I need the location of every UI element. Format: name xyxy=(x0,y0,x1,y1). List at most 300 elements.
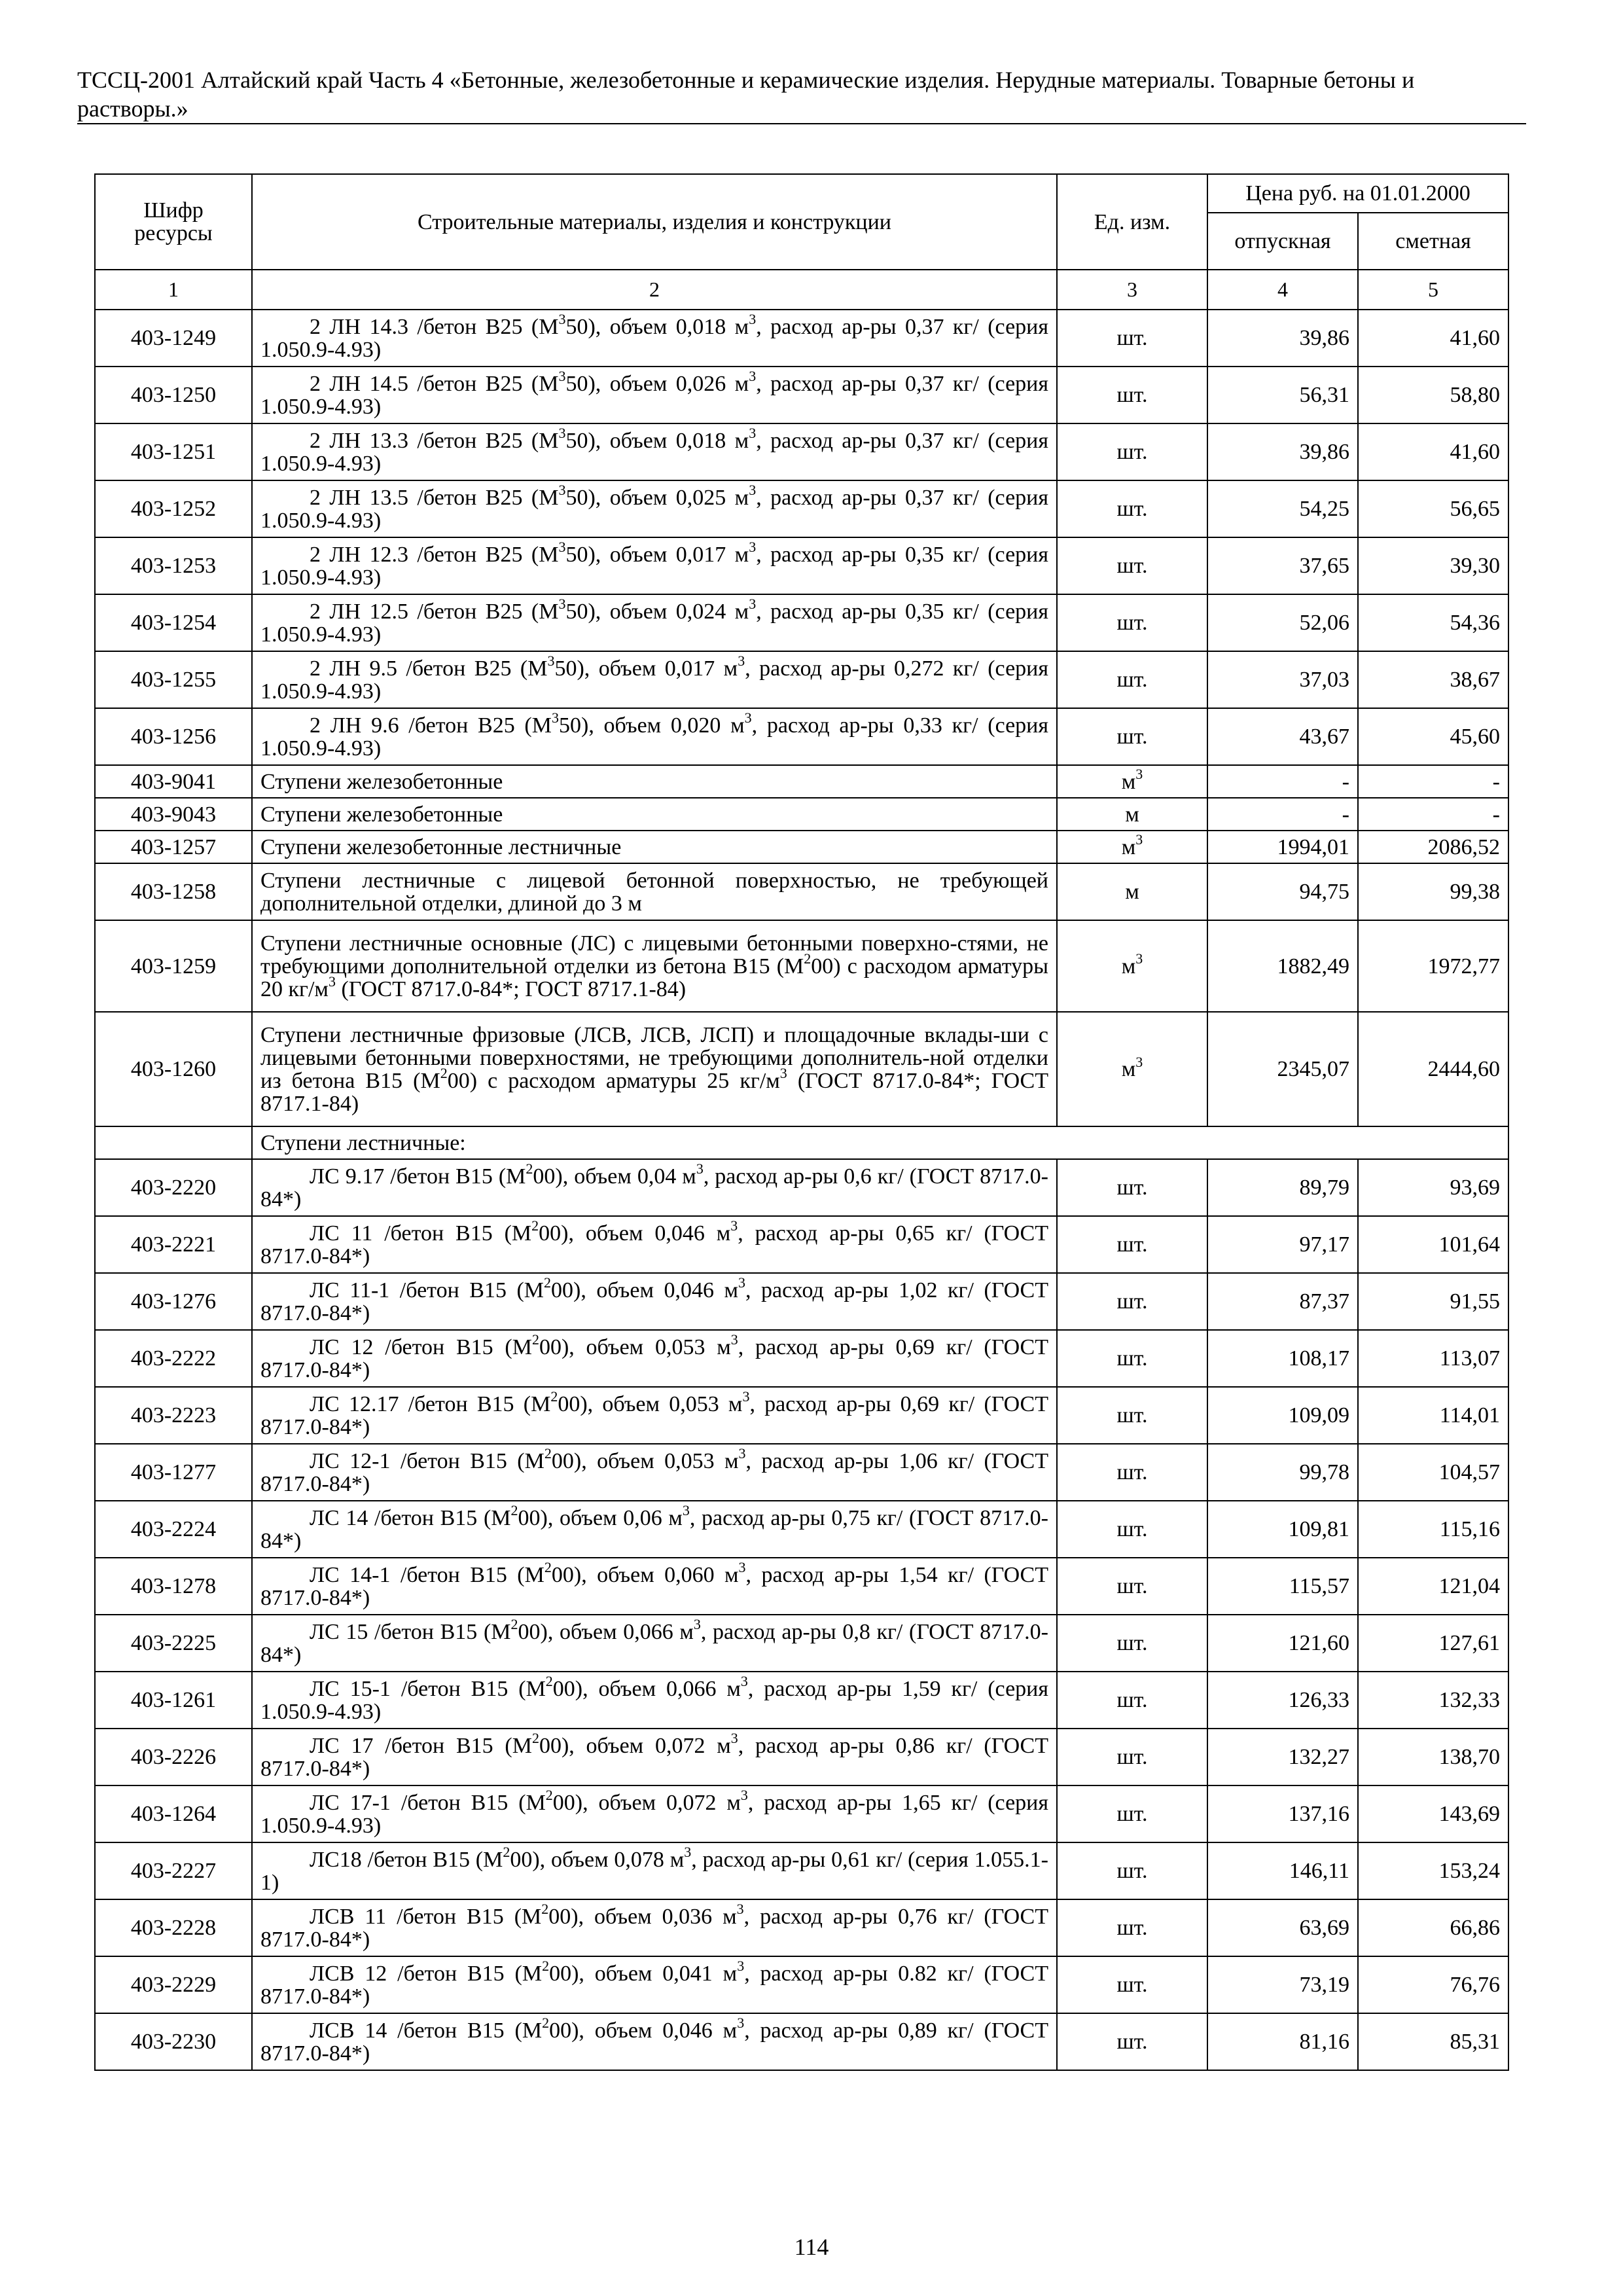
description-text: ЛС 11-1 /бетон В15 (М xyxy=(310,1278,544,1302)
release-price: 37,03 xyxy=(1207,651,1358,708)
description-text: 2 ЛН 9.5 /бетон В25 (М xyxy=(310,656,548,681)
release-price: 56,31 xyxy=(1207,367,1358,423)
estimate-price: 93,69 xyxy=(1358,1159,1508,1216)
resource-code: 403-1250 xyxy=(95,367,252,423)
description-superscript: 3 xyxy=(558,596,566,613)
description-superscript: 2 xyxy=(550,1388,558,1405)
resource-code: 403-9041 xyxy=(95,765,252,798)
unit-text: шт. xyxy=(1116,1517,1148,1541)
description-text: 00), объем 0,053 м xyxy=(539,1335,731,1359)
description-text: 00), объем 0,06 м xyxy=(518,1505,683,1530)
unit-superscript: 3 xyxy=(1135,1053,1143,1070)
table-row xyxy=(95,1273,1508,1330)
material-description xyxy=(252,1273,1057,1330)
description-superscript: 3 xyxy=(738,653,745,670)
resource-code: 403-1249 xyxy=(95,310,252,367)
description-superscript: 2 xyxy=(544,1559,552,1576)
unit-cell xyxy=(1057,1216,1207,1273)
unit-cell xyxy=(1057,798,1207,831)
estimate-price: 54,36 xyxy=(1358,594,1508,651)
description-text: , расход ар-ры 1,02 кг/ (ГОСТ 8717.0-84*) xyxy=(260,1278,1048,1325)
unit-text: шт. xyxy=(1116,1973,1148,1997)
resource-code: 403-1252 xyxy=(95,480,252,537)
table-row xyxy=(95,1330,1508,1387)
estimate-price: 85,31 xyxy=(1358,2013,1508,2070)
description-superscript: 3 xyxy=(730,1217,738,1234)
unit-text: м xyxy=(1121,834,1136,859)
description-superscript: 3 xyxy=(738,1274,746,1291)
description-superscript: 3 xyxy=(749,539,757,556)
description-text: ЛС 14-1 /бетон В15 (М xyxy=(310,1562,544,1587)
resource-code: 403-2220 xyxy=(95,1159,252,1216)
material-description xyxy=(252,708,1057,765)
description-text: 00), объем 0,072 м xyxy=(552,1790,741,1815)
unit-cell xyxy=(1057,863,1207,920)
unit-cell xyxy=(1057,1387,1207,1444)
unit-text: шт. xyxy=(1116,440,1148,464)
resource-code: 403-1258 xyxy=(95,863,252,920)
description-text: , расход ар-ры 1,54 кг/ (ГОСТ 8717.0-84*) xyxy=(260,1562,1048,1610)
description-superscript: 2 xyxy=(510,1502,518,1519)
description-superscript: 3 xyxy=(742,1388,750,1405)
material-description xyxy=(252,1330,1057,1387)
estimate-price: - xyxy=(1358,798,1508,831)
table-row xyxy=(95,1444,1508,1501)
release-price: 115,57 xyxy=(1207,1558,1358,1615)
table-row xyxy=(95,1216,1508,1273)
unit-cell xyxy=(1057,1501,1207,1558)
material-description xyxy=(252,651,1057,708)
release-price: 99,78 xyxy=(1207,1444,1358,1501)
release-price: 43,67 xyxy=(1207,708,1358,765)
material-description xyxy=(252,1899,1057,1956)
description-text: ЛС 15 /бетон В15 (М xyxy=(310,1619,511,1644)
description-superscript: 2 xyxy=(541,1901,549,1918)
description-superscript: 3 xyxy=(328,973,336,990)
section-code-cell xyxy=(95,1126,252,1159)
release-price: 54,25 xyxy=(1207,480,1358,537)
unit-cell xyxy=(1057,594,1207,651)
description-text: 2 ЛН 12.5 /бетон В25 (М xyxy=(310,599,559,624)
material-description xyxy=(252,423,1057,480)
description-text: 00), объем 0,036 м xyxy=(548,1904,737,1929)
description-superscript: 3 xyxy=(558,539,566,556)
unit-text: м xyxy=(1125,880,1139,904)
unit-cell xyxy=(1057,1159,1207,1216)
description-text: ЛС 12 /бетон В15 (М xyxy=(310,1335,532,1359)
release-price: 126,33 xyxy=(1207,1672,1358,1729)
description-text: 00), объем 0,078 м xyxy=(510,1847,685,1872)
description-superscript: 3 xyxy=(749,368,757,385)
description-text: 50), объем 0,020 м xyxy=(559,713,745,738)
material-description xyxy=(252,480,1057,537)
material-description xyxy=(252,920,1057,1012)
unit-text: шт. xyxy=(1116,1745,1148,1769)
unit-text: шт. xyxy=(1116,1688,1148,1712)
unit-text: шт. xyxy=(1116,554,1148,578)
unit-text: шт. xyxy=(1116,383,1148,407)
column-number: 1 xyxy=(95,270,252,310)
material-description xyxy=(252,831,1057,863)
resource-code: 403-1254 xyxy=(95,594,252,651)
description-superscript: 3 xyxy=(693,1616,701,1633)
description-text: , расход ар-ры 0,86 кг/ (ГОСТ 8717.0-84*) xyxy=(260,1733,1048,1781)
unit-cell xyxy=(1057,1729,1207,1785)
description-text: ЛС 15-1 /бетон В15 (М xyxy=(310,1676,546,1701)
material-description xyxy=(252,1785,1057,1842)
description-superscript: 3 xyxy=(749,425,757,442)
table-row xyxy=(95,1842,1508,1899)
description-superscript: 3 xyxy=(730,1730,738,1747)
description-text: , расход ар-ры 0,6 кг/ (ГОСТ 8717.0-84*) xyxy=(260,1164,1048,1211)
description-text: 50), объем 0,018 м xyxy=(565,428,749,453)
description-text: , расход ар-ры 0,65 кг/ (ГОСТ 8717.0-84*) xyxy=(260,1221,1048,1268)
description-superscript: 3 xyxy=(738,1559,746,1576)
resource-code: 403-1278 xyxy=(95,1558,252,1615)
unit-text: шт. xyxy=(1116,1859,1148,1883)
unit-superscript: 3 xyxy=(1135,831,1143,848)
description-text: , расход ар-ры 0,35 кг/ (серия 1.050.9-4.93) xyxy=(260,599,1048,647)
unit-cell xyxy=(1057,1785,1207,1842)
material-description xyxy=(252,1615,1057,1672)
description-text: 50), объем 0,017 м xyxy=(554,656,738,681)
table-row xyxy=(95,1615,1508,1672)
table-row xyxy=(95,831,1508,863)
table-row xyxy=(95,1159,1508,1216)
description-text: 50), объем 0,018 м xyxy=(565,314,749,339)
description-text: , расход ар-ры 0,61 кг/ (серия 1.055.1-1) xyxy=(260,1847,1049,1895)
description-text: 2 ЛН 13.3 /бетон В25 (М xyxy=(310,428,559,453)
estimate-price: 66,86 xyxy=(1358,1899,1508,1956)
resource-code: 403-2230 xyxy=(95,2013,252,2070)
unit-cell xyxy=(1057,708,1207,765)
resource-code: 403-1277 xyxy=(95,1444,252,1501)
description-superscript: 3 xyxy=(744,709,752,726)
estimate-price: 101,64 xyxy=(1358,1216,1508,1273)
header-price-group: Цена руб. на 01.01.2000 xyxy=(1207,174,1508,213)
header-material: Строительные материалы, изделия и конструкции xyxy=(252,174,1057,270)
resource-code: 403-1259 xyxy=(95,920,252,1012)
unit-text: м xyxy=(1121,769,1136,794)
description-superscript: 2 xyxy=(526,1160,533,1177)
description-text: 00), объем 0,066 м xyxy=(518,1619,694,1644)
description-text: , расход ар-ры 0,37 кг/ (серия 1.050.9-4.93) xyxy=(260,485,1048,533)
estimate-price: 104,57 xyxy=(1358,1444,1508,1501)
estimate-price: 41,60 xyxy=(1358,423,1508,480)
material-description xyxy=(252,1387,1057,1444)
description-text: 00), объем 0,046 м xyxy=(549,2018,738,2043)
description-text: ЛС 14 /бетон В15 (М xyxy=(310,1505,511,1530)
unit-superscript: 3 xyxy=(1135,766,1143,783)
release-price: 109,81 xyxy=(1207,1501,1358,1558)
resource-code: 403-2223 xyxy=(95,1387,252,1444)
release-price: 1882,49 xyxy=(1207,920,1358,1012)
description-superscript: 2 xyxy=(531,1331,539,1348)
release-price: 97,17 xyxy=(1207,1216,1358,1273)
unit-cell xyxy=(1057,2013,1207,2070)
resource-code: 403-2227 xyxy=(95,1842,252,1899)
unit-cell xyxy=(1057,765,1207,798)
release-price: 37,65 xyxy=(1207,537,1358,594)
unit-text: шт. xyxy=(1116,497,1148,521)
column-number-row xyxy=(95,270,1508,310)
description-text: 00), объем 0,046 м xyxy=(551,1278,739,1302)
description-superscript: 3 xyxy=(684,1844,692,1861)
description-text: , расход ар-ры 0,89 кг/ (ГОСТ 8717.0-84*) xyxy=(260,2018,1048,2066)
column-number: 4 xyxy=(1207,270,1358,310)
table-row xyxy=(95,1012,1508,1126)
table-row xyxy=(95,1729,1508,1785)
column-number: 2 xyxy=(252,270,1057,310)
release-price: 2345,07 xyxy=(1207,1012,1358,1126)
description-superscript: 3 xyxy=(737,2015,745,2032)
estimate-price: 58,80 xyxy=(1358,367,1508,423)
description-superscript: 2 xyxy=(542,1958,550,1975)
description-superscript: 2 xyxy=(545,1787,553,1804)
estimate-price: 2444,60 xyxy=(1358,1012,1508,1126)
page-number: 114 xyxy=(794,2234,829,2260)
description-superscript: 3 xyxy=(682,1502,690,1519)
description-text: ЛС 17 /бетон В15 (М xyxy=(310,1733,532,1758)
header-divider xyxy=(77,123,1526,124)
unit-text: м xyxy=(1121,954,1136,978)
description-superscript: 2 xyxy=(544,1274,552,1291)
description-text: 00), объем 0,04 м xyxy=(533,1164,696,1189)
section-title: Ступени лестничные: xyxy=(252,1126,1508,1159)
description-superscript: 3 xyxy=(558,425,566,442)
release-price: 146,11 xyxy=(1207,1842,1358,1899)
header-unit: Ед. изм. xyxy=(1057,174,1207,270)
material-description xyxy=(252,1729,1057,1785)
table-row xyxy=(95,1785,1508,1842)
table-row xyxy=(95,708,1508,765)
table-row xyxy=(95,1672,1508,1729)
material-description xyxy=(252,2013,1057,2070)
description-superscript: 2 xyxy=(440,1065,448,1082)
release-price: 39,86 xyxy=(1207,310,1358,367)
unit-cell xyxy=(1057,1615,1207,1672)
estimate-price: 2086,52 xyxy=(1358,831,1508,863)
unit-cell xyxy=(1057,1558,1207,1615)
description-text: , расход ар-ры 0,75 кг/ (ГОСТ 8717.0-84*) xyxy=(260,1505,1049,1553)
unit-cell xyxy=(1057,1012,1207,1126)
resource-code: 403-9043 xyxy=(95,798,252,831)
material-description xyxy=(252,1672,1057,1729)
description-superscript: 3 xyxy=(696,1160,704,1177)
description-text: 00), объем 0,053 м xyxy=(558,1391,743,1416)
description-text: , расход ар-ры 0.82 кг/ (ГОСТ 8717.0-84*) xyxy=(260,1961,1048,2009)
description-text: , расход ар-ры 1,06 кг/ (ГОСТ 8717.0-84*) xyxy=(260,1448,1048,1496)
description-superscript: 3 xyxy=(737,1958,745,1975)
description-text: 00), объем 0,046 м xyxy=(539,1221,731,1246)
material-description xyxy=(252,765,1057,798)
description-text: 00), объем 0,066 м xyxy=(552,1676,741,1701)
price-table-body xyxy=(95,310,1508,2070)
description-text: 00), объем 0,072 м xyxy=(539,1733,731,1758)
description-text: , расход ар-ры 0,37 кг/ (серия 1.050.9-4.93) xyxy=(260,428,1048,476)
description-text: 00), объем 0,053 м xyxy=(551,1448,739,1473)
resource-code: 403-1256 xyxy=(95,708,252,765)
estimate-price: 153,24 xyxy=(1358,1842,1508,1899)
unit-text: шт. xyxy=(1116,1916,1148,1940)
description-text: 00), объем 0,041 м xyxy=(549,1961,738,1986)
release-price: 1994,01 xyxy=(1207,831,1358,863)
table-row xyxy=(95,1899,1508,1956)
unit-text: шт. xyxy=(1116,1289,1148,1314)
description-superscript: 3 xyxy=(547,653,555,670)
material-description xyxy=(252,798,1057,831)
unit-cell xyxy=(1057,920,1207,1012)
description-superscript: 3 xyxy=(779,1065,787,1082)
resource-code: 403-2226 xyxy=(95,1729,252,1785)
description-superscript: 2 xyxy=(531,1730,539,1747)
unit-cell xyxy=(1057,310,1207,367)
description-text: , расход ар-ры 0,272 кг/ (серия 1.050.9-4.93) xyxy=(260,656,1048,704)
description-superscript: 2 xyxy=(542,2015,550,2032)
resource-code: 403-1261 xyxy=(95,1672,252,1729)
estimate-price: 127,61 xyxy=(1358,1615,1508,1672)
estimate-price: 91,55 xyxy=(1358,1273,1508,1330)
unit-text: шт. xyxy=(1116,1346,1148,1371)
estimate-price: 39,30 xyxy=(1358,537,1508,594)
unit-text: шт. xyxy=(1116,611,1148,635)
release-price: 94,75 xyxy=(1207,863,1358,920)
description-text: ЛС18 /бетон В15 (М xyxy=(310,1847,503,1872)
description-text: , расход ар-ры 0,37 кг/ (серия 1.050.9-4.93) xyxy=(260,314,1048,362)
release-price: - xyxy=(1207,765,1358,798)
description-text: ЛСВ 11 /бетон В15 (М xyxy=(310,1904,542,1929)
description-superscript: 2 xyxy=(804,950,812,967)
description-text: 2 ЛН 12.3 /бетон В25 (М xyxy=(310,542,559,567)
unit-text: шт. xyxy=(1116,1460,1148,1484)
resource-code: 403-2228 xyxy=(95,1899,252,1956)
description-text: , расход ар-ры 1,65 кг/ (серия 1.050.9-4.93) xyxy=(260,1790,1048,1838)
description-text: (ГОСТ 8717.0-84*; ГОСТ 8717.1-84) xyxy=(260,1068,1049,1116)
release-price: 132,27 xyxy=(1207,1729,1358,1785)
release-price: 108,17 xyxy=(1207,1330,1358,1387)
description-text: , расход ар-ры 0,8 кг/ (ГОСТ 8717.0-84*) xyxy=(260,1619,1049,1667)
material-description xyxy=(252,1012,1057,1126)
description-text: ЛС 12-1 /бетон В15 (М xyxy=(310,1448,544,1473)
table-row xyxy=(95,423,1508,480)
release-price: 87,37 xyxy=(1207,1273,1358,1330)
resource-code: 403-2224 xyxy=(95,1501,252,1558)
resource-code: 403-2229 xyxy=(95,1956,252,2013)
unit-cell xyxy=(1057,831,1207,863)
resource-code: 403-1251 xyxy=(95,423,252,480)
resource-code: 403-2222 xyxy=(95,1330,252,1387)
description-superscript: 3 xyxy=(558,368,566,385)
price-table xyxy=(94,173,1509,2071)
unit-text: шт. xyxy=(1116,1802,1148,1826)
column-number: 5 xyxy=(1358,270,1508,310)
material-description xyxy=(252,367,1057,423)
estimate-price: 121,04 xyxy=(1358,1558,1508,1615)
table-row xyxy=(95,1558,1508,1615)
description-superscript: 3 xyxy=(749,311,757,328)
section-row xyxy=(95,1126,1508,1159)
description-superscript: 3 xyxy=(730,1331,738,1348)
estimate-price: 114,01 xyxy=(1358,1387,1508,1444)
table-row xyxy=(95,765,1508,798)
resource-code: 403-1260 xyxy=(95,1012,252,1126)
estimate-price: 143,69 xyxy=(1358,1785,1508,1842)
unit-cell xyxy=(1057,1444,1207,1501)
resource-code: 403-1255 xyxy=(95,651,252,708)
description-superscript: 3 xyxy=(749,482,757,499)
resource-code: 403-1264 xyxy=(95,1785,252,1842)
unit-cell xyxy=(1057,423,1207,480)
description-superscript: 3 xyxy=(740,1787,748,1804)
description-text: ЛС 11 /бетон В15 (М xyxy=(310,1221,532,1246)
unit-cell xyxy=(1057,651,1207,708)
release-price: 63,69 xyxy=(1207,1899,1358,1956)
description-text: Ступени лестничные с лицевой бетонной поверхностью, не требующей дополнительной отделки, длиной до 3 м xyxy=(260,868,1048,916)
description-text: Ступени лестничные фризовые (ЛСВ, ЛСВ, ЛСП) и площадочные вклады-ши с лицевыми бетонными поверхностями, не требующими дополнитель-ной отделки из бетона В15 (М xyxy=(260,1022,1048,1093)
description-text: ЛС 12.17 /бетон В15 (М xyxy=(310,1391,551,1416)
release-price: 81,16 xyxy=(1207,2013,1358,2070)
material-description xyxy=(252,537,1057,594)
table-row xyxy=(95,863,1508,920)
resource-code: 403-2221 xyxy=(95,1216,252,1273)
description-text: ЛСВ 14 /бетон В15 (М xyxy=(310,2018,543,2043)
release-price: 121,60 xyxy=(1207,1615,1358,1672)
description-superscript: 3 xyxy=(736,1901,744,1918)
material-description xyxy=(252,594,1057,651)
resource-code: 403-1257 xyxy=(95,831,252,863)
material-description xyxy=(252,1501,1057,1558)
unit-text: шт. xyxy=(1116,1403,1148,1427)
description-text: (ГОСТ 8717.0-84*; ГОСТ 8717.1-84) xyxy=(335,977,687,1001)
header-code: Шифр ресурсы xyxy=(95,174,252,270)
description-text: 00) с расходом арматуры 25 кг/м xyxy=(447,1068,780,1093)
estimate-price: 138,70 xyxy=(1358,1729,1508,1785)
unit-cell xyxy=(1057,1956,1207,2013)
resource-code: 403-2225 xyxy=(95,1615,252,1672)
unit-text: шт. xyxy=(1116,725,1148,749)
unit-cell xyxy=(1057,1842,1207,1899)
table-row xyxy=(95,480,1508,537)
table-row xyxy=(95,310,1508,367)
unit-cell xyxy=(1057,480,1207,537)
unit-text: шт. xyxy=(1116,1631,1148,1655)
unit-cell xyxy=(1057,537,1207,594)
resource-code: 403-1253 xyxy=(95,537,252,594)
description-text: 50), объем 0,017 м xyxy=(565,542,749,567)
description-text: 50), объем 0,026 м xyxy=(565,371,749,396)
estimate-price: 132,33 xyxy=(1358,1672,1508,1729)
estimate-price: 56,65 xyxy=(1358,480,1508,537)
description-text: 2 ЛН 14.5 /бетон В25 (М xyxy=(310,371,559,396)
material-description xyxy=(252,1558,1057,1615)
table-row xyxy=(95,798,1508,831)
table-row xyxy=(95,594,1508,651)
material-description xyxy=(252,1956,1057,2013)
table-row xyxy=(95,2013,1508,2070)
description-text: ЛСВ 12 /бетон В15 (М xyxy=(310,1961,543,1986)
description-superscript: 2 xyxy=(545,1673,553,1690)
description-text: Ступени железобетонные xyxy=(260,802,503,827)
release-price: 52,06 xyxy=(1207,594,1358,651)
description-text: 50), объем 0,025 м xyxy=(565,485,749,510)
estimate-price: 113,07 xyxy=(1358,1330,1508,1387)
unit-cell xyxy=(1057,1672,1207,1729)
release-price: 39,86 xyxy=(1207,423,1358,480)
description-text: 2 ЛН 13.5 /бетон В25 (М xyxy=(310,485,559,510)
table-row xyxy=(95,537,1508,594)
unit-text: шт. xyxy=(1116,1574,1148,1598)
description-text: 00) с расходом арматуры 20 кг/м xyxy=(260,954,1048,1001)
